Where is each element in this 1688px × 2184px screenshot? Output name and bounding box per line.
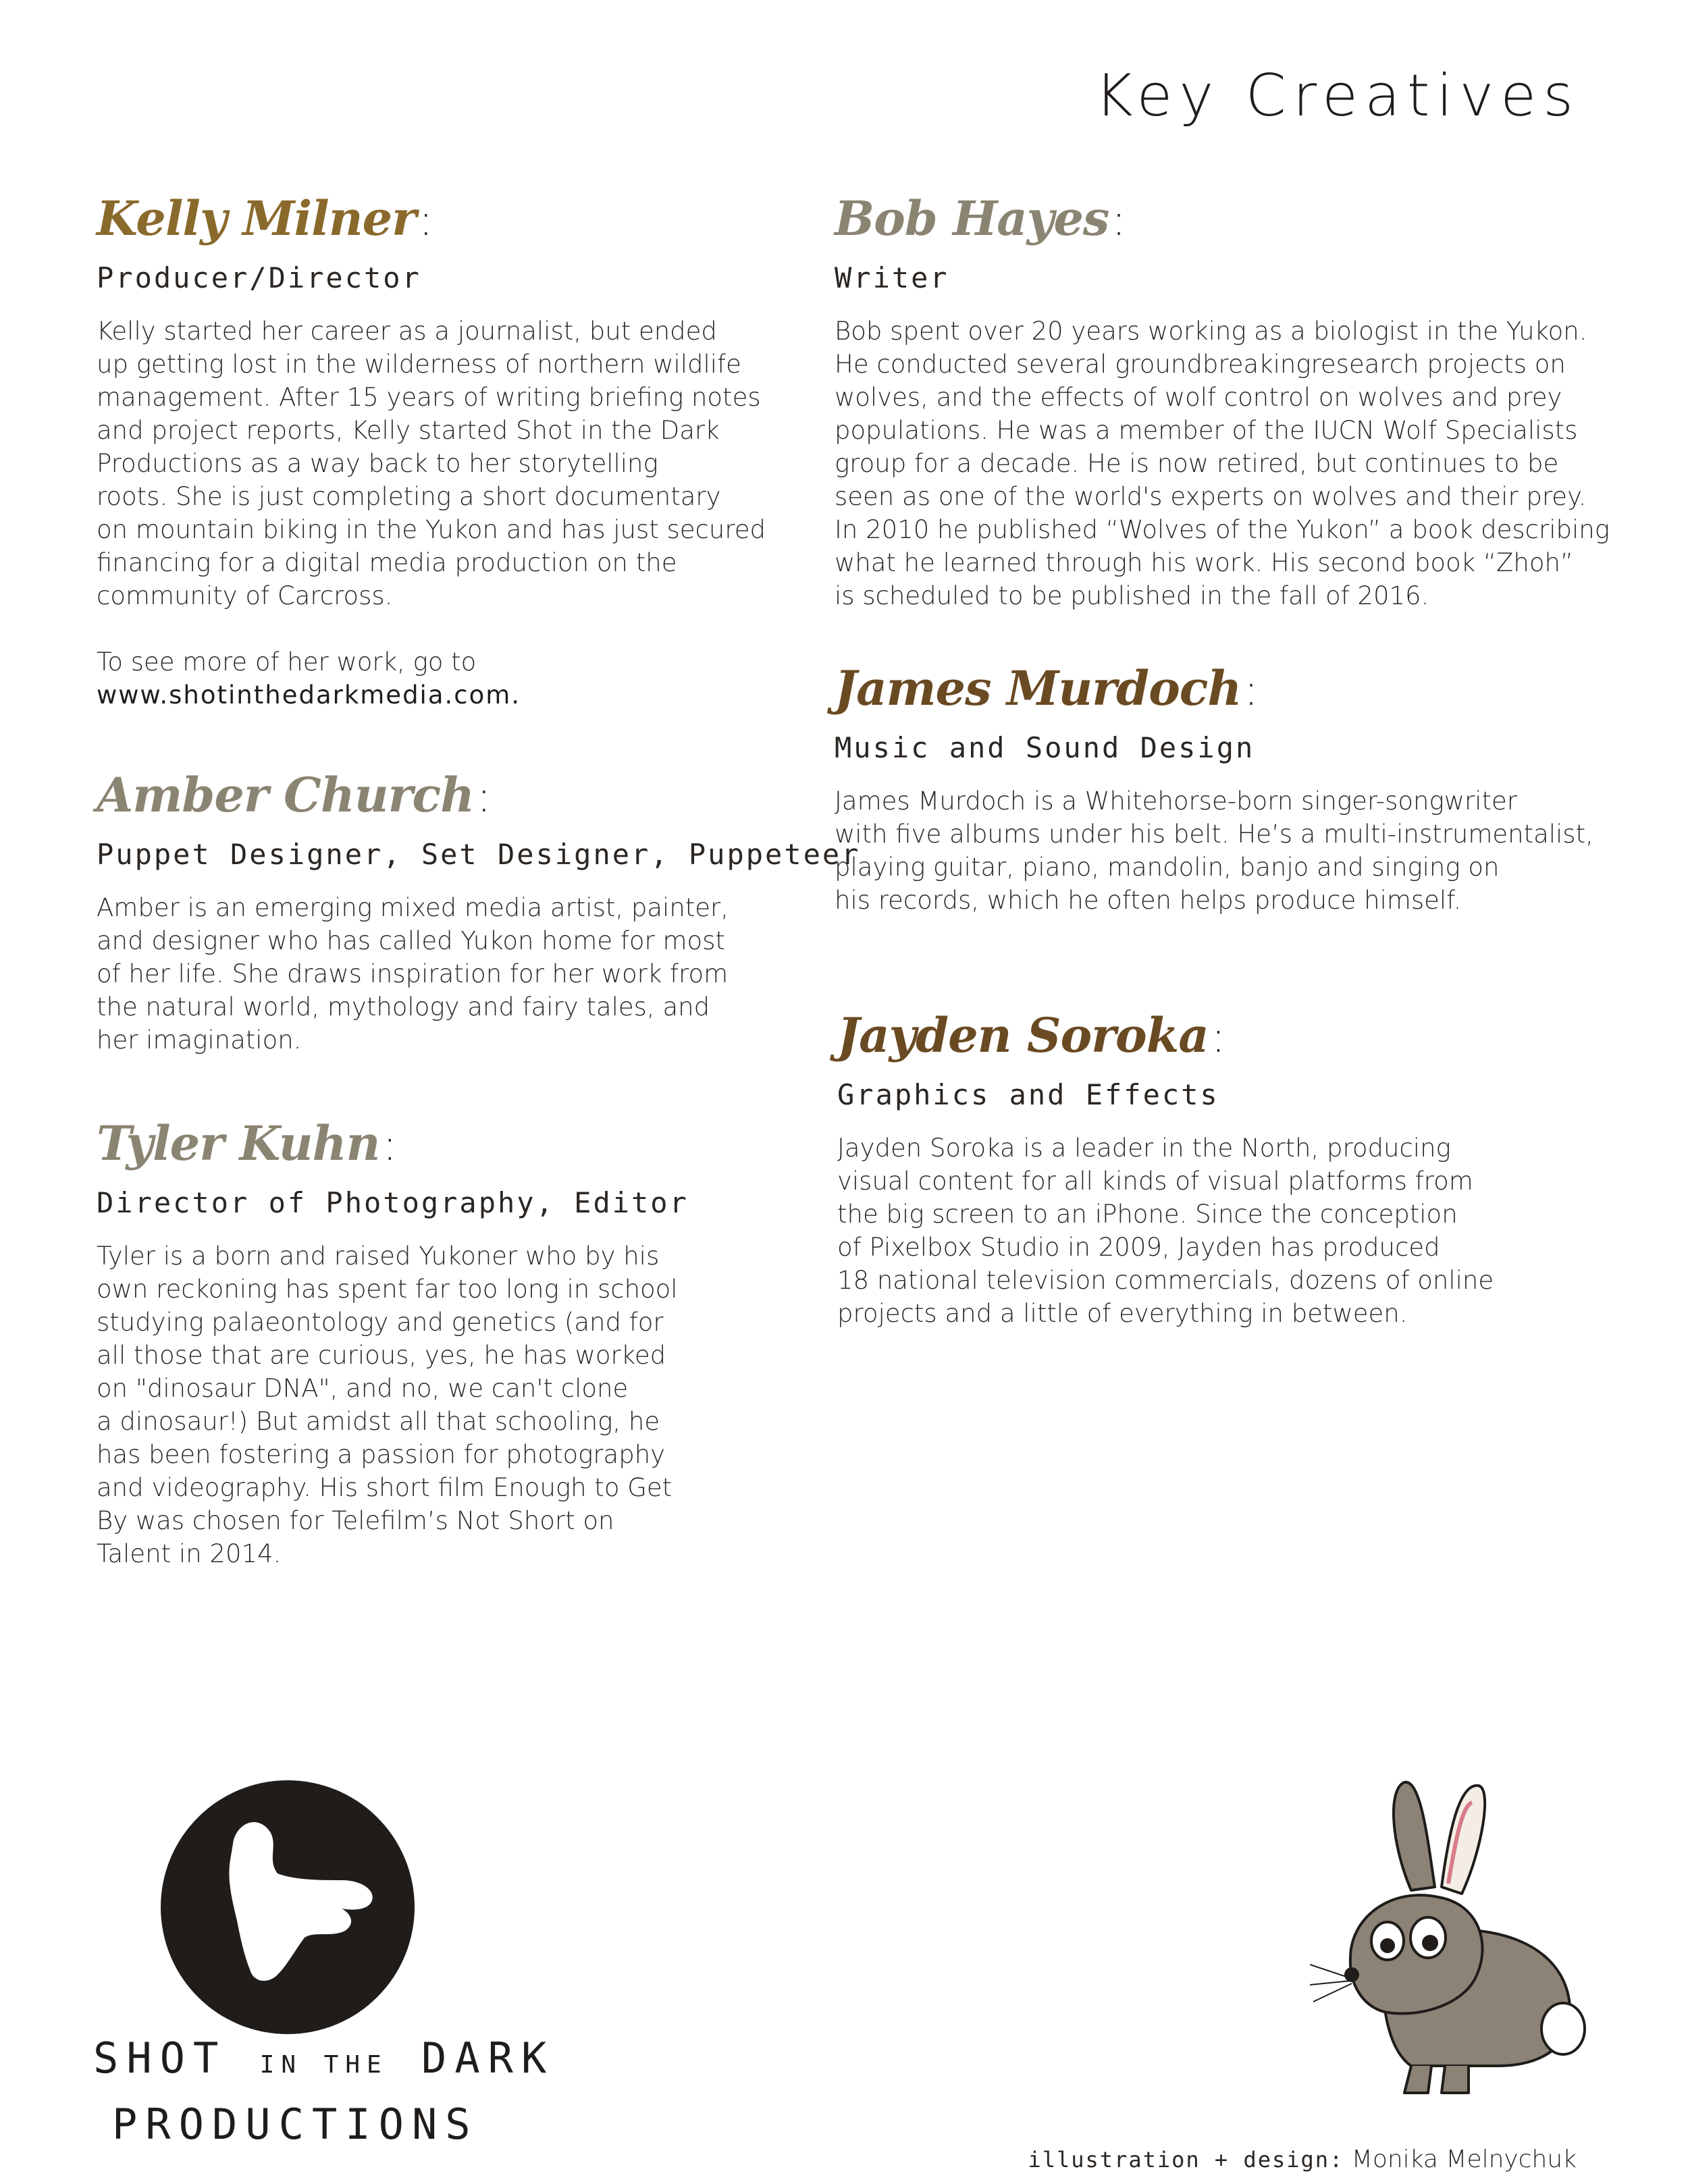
bio-kelly-milner — [97, 190, 880, 712]
bio-colon: : — [1244, 666, 1259, 716]
bio-role: Director of Photography, Editor — [97, 1186, 689, 1219]
bio-name: Amber Church — [97, 767, 475, 823]
bio-amber-church — [97, 767, 880, 1057]
rabbit-illustration — [1310, 1769, 1607, 2106]
bio-name: Tyler Kuhn — [97, 1115, 380, 1171]
bio-role: Producer/Director — [97, 261, 421, 294]
bio-james-murdoch — [835, 660, 1618, 917]
bio-text: Amber is an emerging mixed media artist, painter, and designer who has called Yukon home for most of her life. She draws inspiration for her work from the natural world, mythology and fairy tales, and her imagination. — [97, 893, 729, 1055]
bio-colon: : — [382, 1121, 397, 1171]
logo-wordmark — [93, 2029, 554, 2154]
bio-more — [97, 645, 880, 712]
bio-name: Bob Hayes — [835, 190, 1109, 246]
shot-in-the-dark-logo — [159, 1779, 416, 2035]
bio-text: Tyler is a born and raised Yukoner who by his own reckoning has spent far too long in school studying palaeontology and genetics (and for all those that are curious, yes, he has worked on "dinosaur DNA", and no, we can't clone a dinosaur!) But amidst all that schooling, he has been fostering a passion for photography and videography. His short film Enough to Get By was chosen for Telefilm’s Not Short on Talent in 2014. — [97, 1242, 678, 1568]
bio-colon: : — [1211, 1013, 1226, 1063]
website-link[interactable]: www.shotinthedarkmedia.com. — [97, 681, 521, 710]
credit-name: Monika Melnychuk — [1351, 2146, 1577, 2173]
bio-role: Writer — [835, 261, 949, 294]
logo-word: DARK — [421, 2033, 555, 2083]
logo-word: IN THE — [259, 2051, 388, 2079]
bio-text: Kelly started her career as a journalist, but ended up getting lost in the wilderness of northern wildlife management. After 15 years of writing briefing notes and project reports, Kelly started Shot in the Dark Productions as a way back to her storytelling roots. She is just completing a short documentary on mountain biking in the Yukon and has just secured financing for a digital media production on the community of Carcross. — [97, 317, 766, 610]
logo-word: PRODUCTIONS — [112, 2100, 479, 2149]
bio-colon: : — [477, 772, 492, 822]
illustration-credit — [1028, 2146, 1577, 2173]
bio-role: Graphics and Effects — [837, 1078, 1219, 1111]
bio-text: Jayden Soroka is a leader in the North, producing visual content for all kinds of visual platforms from the big screen to an iPhone. Since the conception of Pixelbox Studio in 2009, Jayden has produced 18 national television commercials, dozens of online projects and a little of everything in between. — [837, 1134, 1494, 1328]
bio-colon: : — [419, 196, 433, 246]
bio-text: James Murdoch is a Whitehorse-born singer-songwriter with five albums under his belt. He’s a multi-instrumentalist, playing guitar, piano, mandolin, banjo and singing on his records, which he often helps produce himself. — [835, 787, 1593, 915]
page-title: Key Creatives — [1094, 62, 1580, 130]
bio-more-prefix: To see more of her work, go to — [97, 647, 477, 676]
logo-word: SHOT — [93, 2033, 227, 2083]
bio-name: Kelly Milner — [97, 190, 417, 246]
bio-jayden-soroka — [837, 1007, 1620, 1330]
bio-name: James Murdoch — [835, 660, 1242, 716]
bio-bob-hayes — [835, 190, 1618, 612]
bio-text: Bob spent over 20 years working as a biologist in the Yukon. He conducted several groundbreakingresearch projects on wolves, and the effects of wolf control on wolves and prey populations. He was a member of the IUCN Wolf Specialists group for a decade. He is now retired, but continues to be seen as one of the world's experts on wolves and their prey. In 2010 he published “Wolves of the Yukon” a book describing what he learned through his work. His second book “Zhoh” is scheduled to be published in the fall of 2016. — [835, 317, 1610, 610]
credit-label: illustration + design: — [1028, 2147, 1344, 2173]
bio-colon: : — [1111, 196, 1126, 246]
bio-role: Music and Sound Design — [835, 731, 1255, 764]
bio-role: Puppet Designer, Set Designer, Puppeteer — [97, 838, 861, 871]
bio-tyler-kuhn — [97, 1115, 880, 1570]
bio-name: Jayden Soroka — [837, 1007, 1209, 1063]
